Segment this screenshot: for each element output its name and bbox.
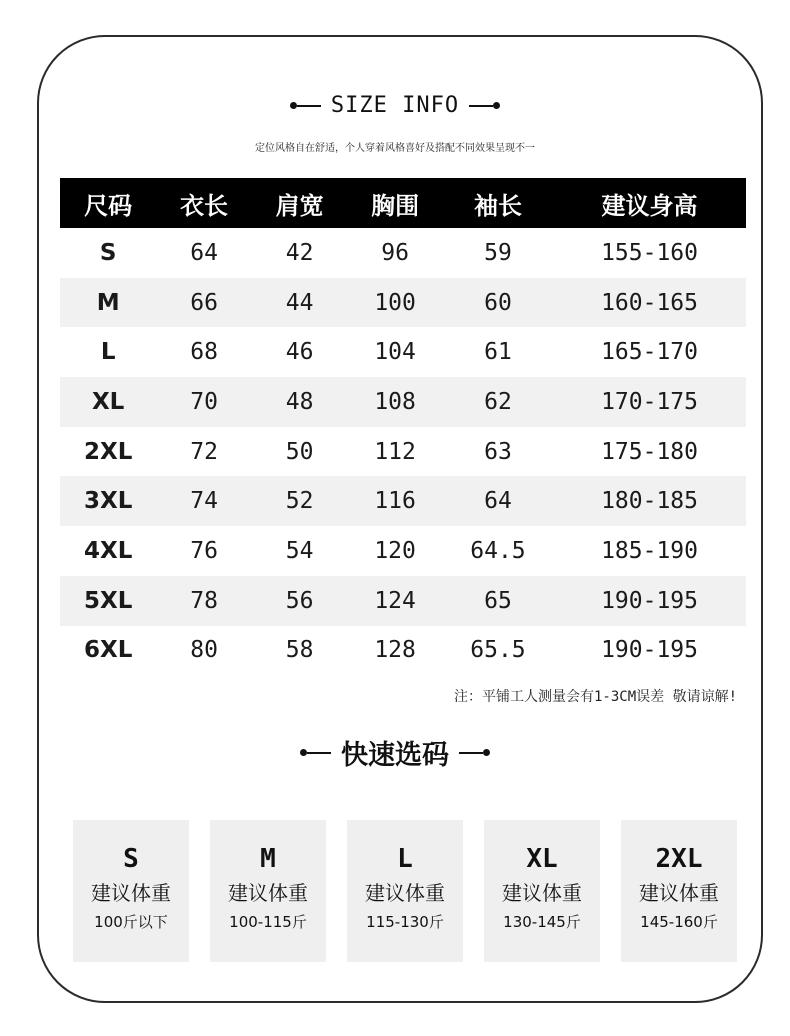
quick-card-size: M (260, 844, 276, 874)
size-table (60, 178, 746, 675)
table-cell: 170-175 (553, 377, 746, 427)
table-cell: 52 (252, 476, 348, 526)
table-row (60, 278, 746, 328)
table-cell: 50 (285, 438, 314, 465)
quick-card-range: 145-160斤 (640, 913, 718, 931)
table-cell: 64 (443, 476, 553, 526)
table-cell: 185-190 (601, 537, 698, 564)
quick-card-range: 100-115斤 (229, 913, 307, 931)
table-cell: 160-165 (553, 278, 746, 328)
quick-card-label: 建议体重 (91, 881, 171, 905)
size-info-heading (0, 93, 790, 118)
table-cell: 175-180 (601, 438, 698, 465)
table-cell: 60 (443, 278, 553, 328)
table-row (60, 626, 746, 676)
table-cell: 3XL (60, 476, 156, 526)
table-cell: XL (60, 377, 156, 427)
quick-card-2xl (621, 820, 737, 962)
quick-card-m (210, 820, 326, 962)
table-cell: 64.5 (470, 537, 526, 564)
subtitle: 定位风格自在舒适，个人穿着风格喜好及搭配不同效果呈现不一 (255, 143, 535, 154)
table-cell: 56 (252, 576, 348, 626)
table-cell: 124 (347, 576, 443, 626)
table-cell: 59 (484, 239, 512, 266)
table-header-row (60, 178, 746, 228)
quick-card-size: S (123, 844, 139, 874)
table-cell: 104 (374, 339, 416, 366)
right-decoration (459, 749, 490, 756)
quick-card-s (73, 820, 189, 962)
table-cell: 46 (285, 339, 314, 366)
table-cell: 65.5 (470, 637, 526, 664)
quick-select-grid (73, 820, 737, 962)
table-row (60, 576, 746, 626)
table-cell: 190-195 (553, 576, 746, 626)
table-cell: 112 (374, 438, 416, 465)
table-cell: 100 (347, 278, 443, 328)
table-cell: 48 (252, 377, 348, 427)
table-cell: 58 (285, 637, 314, 664)
table-row (60, 377, 746, 427)
quick-card-label: 建议体重 (502, 881, 582, 905)
table-cell: 5XL (60, 576, 156, 626)
table-cell: 128 (374, 637, 416, 664)
table-cell: 190-195 (601, 637, 698, 664)
quick-card-label: 建议体重 (228, 881, 308, 905)
size-info-title: SIZE INFO (330, 93, 460, 118)
table-cell: 2XL (83, 438, 133, 465)
table-cell: M (60, 278, 156, 328)
quick-card-size: L (397, 844, 413, 874)
quick-card-size: 2XL (655, 844, 703, 874)
header-cell: 胸围 (347, 178, 443, 228)
table-cell: 80 (190, 637, 218, 664)
table-cell: 165-170 (601, 339, 698, 366)
header-cell: 肩宽 (252, 178, 348, 228)
quick-card-range: 115-130斤 (366, 913, 444, 931)
table-cell: L (100, 339, 116, 366)
quick-card-range: 130-145斤 (503, 913, 581, 931)
header-cell: 尺码 (60, 178, 156, 228)
quick-card-l (347, 820, 463, 962)
table-cell: 66 (156, 278, 252, 328)
table-cell: 72 (190, 438, 218, 465)
table-cell: 42 (285, 239, 314, 266)
table-cell: 68 (190, 339, 218, 366)
left-decoration (290, 102, 321, 109)
table-cell: 155-160 (601, 239, 698, 266)
table-cell: 63 (484, 438, 512, 465)
table-cell: 76 (190, 537, 218, 564)
table-cell: 78 (156, 576, 252, 626)
left-decoration (300, 749, 331, 756)
table-cell: 116 (347, 476, 443, 526)
table-row (60, 427, 746, 477)
header-cell: 衣长 (156, 178, 252, 228)
table-cell: 61 (484, 339, 512, 366)
table-cell: 62 (443, 377, 553, 427)
table-cell: 6XL (83, 637, 133, 664)
table-cell: 74 (156, 476, 252, 526)
header-cell: 袖长 (443, 178, 553, 228)
header-cell: 建议身高 (553, 178, 746, 228)
measurement-note: 注：平铺工人测量会有1-3CM误差 敬请谅解! (454, 689, 737, 705)
table-cell: 120 (374, 537, 416, 564)
table-cell: 108 (347, 377, 443, 427)
table-row (60, 476, 746, 526)
quick-select-title: 快速选码 (341, 740, 449, 771)
table-cell: 64 (190, 239, 218, 266)
table-cell: S (99, 239, 117, 266)
quick-card-range: 100斤以下 (94, 913, 168, 931)
table-cell: 180-185 (553, 476, 746, 526)
table-cell: 44 (252, 278, 348, 328)
quick-card-size: XL (526, 844, 558, 874)
table-row (60, 526, 746, 576)
table-cell: 4XL (83, 537, 133, 564)
quick-card-xl (484, 820, 600, 962)
quick-card-label: 建议体重 (639, 881, 719, 905)
table-cell: 70 (156, 377, 252, 427)
table-row (60, 228, 746, 278)
table-row (60, 327, 746, 377)
table-cell: 54 (285, 537, 314, 564)
table-cell: 65 (443, 576, 553, 626)
quick-card-label: 建议体重 (365, 881, 445, 905)
table-cell: 96 (381, 239, 409, 266)
quick-select-heading (0, 733, 790, 772)
right-decoration (469, 102, 500, 109)
